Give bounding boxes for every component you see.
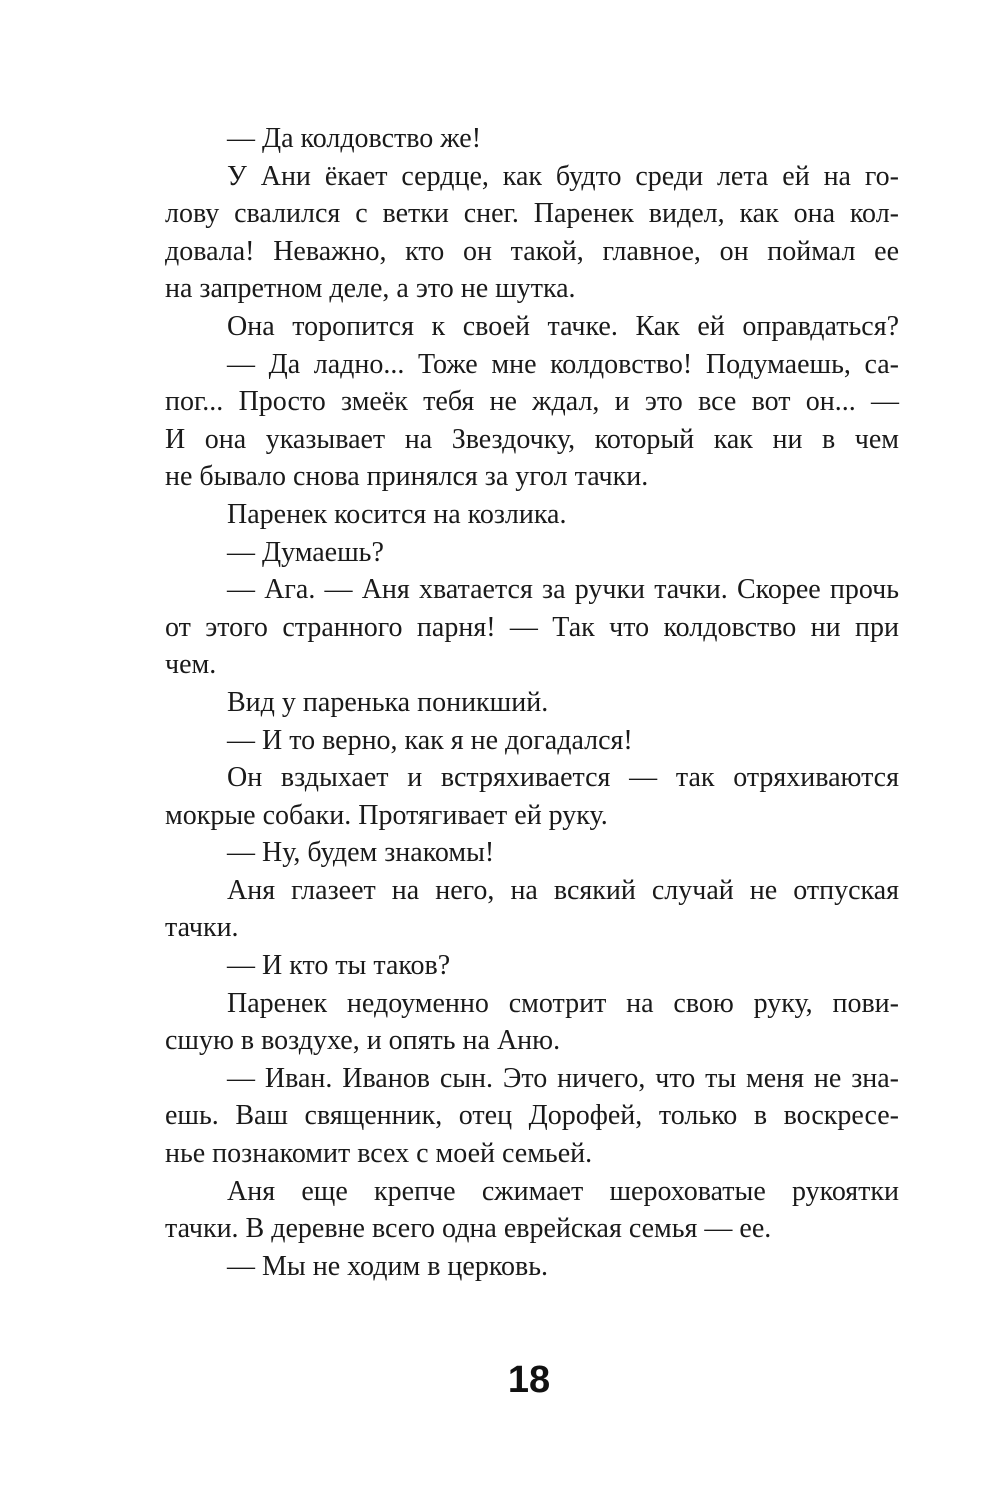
text-line: — Да колдовство же! — [227, 123, 482, 154]
text-line: У Ани ёкает сердце, как будто среди лета ей на го- — [227, 160, 899, 192]
text-line: мокрые собаки. Протягивает ей руку. — [165, 799, 608, 831]
text-line: Вид у паренька поникший. — [227, 686, 549, 718]
text-line: Аня глазеет на него, на всякий случай не отпуская — [227, 874, 899, 906]
text-line: нье познакомит всех с моей семьей. — [165, 1138, 593, 1170]
text-line: — Да ладно... Тоже мне колдовство! Подумаешь, са- — [227, 348, 899, 380]
text-line: Паренек косится на козлика. — [227, 498, 567, 530]
text-line: тачки. — [165, 912, 239, 944]
text-line: Он вздыхает и встряхивается — так отряхиваются — [227, 762, 899, 794]
text-line: сшую в воздухе, и опять на Аню. — [165, 1025, 561, 1057]
text-line: — Мы не ходим в церковь. — [227, 1250, 549, 1282]
page-body-text — [165, 120, 899, 1285]
text-line: — Иван. Иванов сын. Это ничего, что ты меня не зна- — [227, 1062, 899, 1094]
text-line: Паренек недоуменно смотрит на свою руку, пови- — [227, 987, 899, 1019]
text-line: тачки. В деревне всего одна еврейская семья — ее. — [165, 1213, 772, 1245]
text-line: — Ага. — Аня хватается за ручки тачки. Скорее прочь — [227, 574, 899, 606]
text-line: — И кто ты таков? — [227, 950, 451, 982]
text-line: на запретном деле, а это не шутка. — [165, 273, 576, 305]
text-line: — Ну, будем знакомы! — [227, 837, 495, 869]
page-number: 18 — [507, 1359, 551, 1401]
text-line: — И то верно, как я не догадался! — [227, 724, 633, 756]
text-line: довала! Неважно, кто он такой, главное, он поймал ее — [165, 235, 899, 267]
text-line: от этого странного парня! — Так что колдовство ни при — [165, 611, 899, 643]
text-line: не бывало снова принялся за угол тачки. — [165, 461, 649, 493]
text-line: пог... Просто змеёк тебя не ждал, и это все вот он... — — [165, 386, 899, 418]
text-line: Она торопится к своей тачке. Как ей оправдаться? — [227, 310, 899, 342]
text-line: И она указывает на Звездочку, который как ни в чем — [165, 423, 899, 455]
text-line: — Думаешь? — [227, 536, 384, 568]
text-line: чем. — [165, 649, 217, 681]
text-line: Аня еще крепче сжимает шероховатые рукоятки — [227, 1175, 899, 1207]
text-line: ешь. Ваш священник, отец Дорофей, только в воскресе- — [165, 1100, 899, 1132]
text-line: лову свалился с ветки снег. Паренек видел, как она кол- — [165, 198, 899, 230]
